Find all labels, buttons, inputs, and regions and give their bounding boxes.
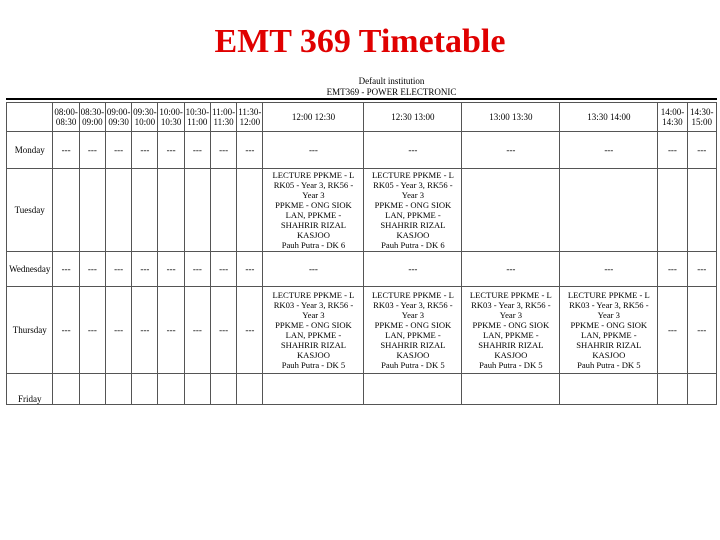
blank-slot [158,169,184,252]
empty-slot: --- [132,252,158,287]
empty-slot: --- [210,287,236,374]
empty-slot: --- [462,252,560,287]
lecture-line: Pauh Putra - DK 6 [381,240,445,250]
empty-slot: --- [364,252,462,287]
lecture-cell [263,169,364,252]
blank-slot [79,374,105,405]
blank-slot [132,374,158,405]
lecture-line: LAN, PPKME - [385,210,441,220]
lecture-line: Pauh Putra - DK 5 [479,360,543,370]
lecture-line: Year 3 [401,190,425,200]
lecture-line: Pauh Putra - DK 6 [281,240,346,250]
blank-slot [658,169,687,252]
empty-slot: --- [210,252,236,287]
blank-slot [237,169,263,252]
lecture-line: KASJOO [592,350,626,360]
empty-slot: --- [53,287,79,374]
time-slot-header: 08:00-08:30 [53,103,79,132]
institution-name: Default institution [358,76,425,86]
day-row-friday [7,374,717,405]
time-slot-header: 14:30-15:00 [687,103,716,132]
blank-slot [184,374,210,405]
time-slot-header: 09:30-10:00 [132,103,158,132]
empty-slot: --- [79,252,105,287]
blank-slot [263,374,364,405]
day-label: Thursday [7,287,53,374]
lecture-line: RK05 - Year 3, RK56 - [273,180,354,190]
blank-slot [658,374,687,405]
lecture-line: KASJOO [396,230,430,240]
blank-slot [237,374,263,405]
lecture-line: Pauh Putra - DK 5 [577,360,641,370]
lecture-line: RK03 - Year 3, RK56 - [471,300,551,310]
blank-slot [53,169,79,252]
empty-slot: --- [263,252,364,287]
blank-slot [560,169,658,252]
blank-slot [158,374,184,405]
lecture-line: LAN, PPKME - [285,210,342,220]
blank-slot [462,169,560,252]
lecture-line: PPKME - ONG SIOK [374,320,452,330]
empty-slot: --- [79,132,105,169]
empty-slot: --- [184,287,210,374]
lecture-line: SHAHRIR RIZAL [280,220,347,230]
empty-slot: --- [105,132,131,169]
empty-slot: --- [132,132,158,169]
lecture-cell [560,287,658,374]
empty-slot: --- [105,287,131,374]
lecture-line: RK03 - Year 3, RK56 - [273,300,354,310]
day-row-thursday [7,287,717,374]
empty-slot: --- [53,132,79,169]
empty-slot: --- [237,132,263,169]
empty-slot: --- [237,252,263,287]
empty-slot: --- [263,132,364,169]
time-slot-header: 11:00-11:30 [210,103,236,132]
empty-slot: --- [158,287,184,374]
empty-slot: --- [658,132,687,169]
lecture-line: LECTURE PPKME - L [272,290,355,300]
empty-slot: --- [158,132,184,169]
empty-slot: --- [560,252,658,287]
timetable-area [6,76,717,406]
blank-slot [105,169,131,252]
lecture-line: SHAHRIR RIZAL [280,340,347,350]
day-label: Friday [7,374,53,405]
slide-title: EMT 369 Timetable [214,23,506,60]
empty-slot: --- [687,252,716,287]
lecture-line: Year 3 [302,190,325,200]
lecture-line: LECTURE PPKME - L [272,170,355,180]
empty-slot: --- [687,287,716,374]
lecture-cell [364,169,462,252]
empty-slot: --- [658,252,687,287]
lecture-line: SHAHRIR RIZAL [478,340,544,350]
lecture-line: LAN, PPKME - [385,330,441,340]
blank-slot [132,169,158,252]
lecture-line: KASJOO [494,350,528,360]
blank-slot [364,374,462,405]
lecture-line: KASJOO [296,350,330,360]
lecture-line: RK05 - Year 3, RK56 - [373,180,453,190]
time-slot-header: 13:30 14:00 [560,103,658,132]
empty-slot: --- [184,252,210,287]
lecture-line: Pauh Putra - DK 5 [281,360,346,370]
lecture-line: Year 3 [597,310,620,320]
day-label: Monday [7,132,53,169]
lecture-line: PPKME - ONG SIOK [275,320,352,330]
lecture-line: LAN, PPKME - [285,330,342,340]
lecture-cell [462,287,560,374]
lecture-line: PPKME - ONG SIOK [472,320,550,330]
empty-slot: --- [687,132,716,169]
empty-slot: --- [560,132,658,169]
empty-slot: --- [462,132,560,169]
lecture-line: PPKME - ONG SIOK [275,200,352,210]
empty-slot: --- [79,287,105,374]
blank-slot [687,374,716,405]
time-slot-header: 12:00 12:30 [263,103,364,132]
lecture-line: LAN, PPKME - [483,330,539,340]
empty-slot: --- [132,287,158,374]
lecture-line: Pauh Putra - DK 5 [381,360,445,370]
time-slot-header: 14:00-14:30 [658,103,687,132]
program-name: EMT369 - POWER ELECTRONIC [6,87,717,100]
day-row-wednesday [7,252,717,287]
lecture-line: Year 3 [302,310,325,320]
lecture-line: Year 3 [499,310,522,320]
lecture-line: PPKME - ONG SIOK [570,320,648,330]
blank-slot [210,169,236,252]
time-slot-header: 13:00 13:30 [462,103,560,132]
header-row [7,103,717,132]
day-row-tuesday [7,169,717,252]
empty-slot: --- [105,252,131,287]
empty-slot: --- [237,287,263,374]
lecture-line: LECTURE PPKME - L [371,290,454,300]
corner-cell [7,103,53,132]
time-slot-header: 10:00-10:30 [158,103,184,132]
lecture-line: KASJOO [296,230,330,240]
blank-slot [53,374,79,405]
empty-slot: --- [364,132,462,169]
time-slot-header: 11:30-12:00 [237,103,263,132]
lecture-line: SHAHRIR RIZAL [380,340,446,350]
lecture-cell [263,287,364,374]
lecture-line: LECTURE PPKME - L [469,290,552,300]
empty-slot: --- [158,252,184,287]
blank-slot [462,374,560,405]
time-slot-header: 08:30-09:00 [79,103,105,132]
time-slot-header: 12:30 13:00 [364,103,462,132]
lecture-line: PPKME - ONG SIOK [374,200,452,210]
empty-slot: --- [658,287,687,374]
timetable-header [6,76,717,102]
day-label: Wednesday [7,252,53,287]
lecture-line: KASJOO [396,350,430,360]
lecture-line: RK03 - Year 3, RK56 - [373,300,453,310]
blank-slot [79,169,105,252]
lecture-line: SHAHRIR RIZAL [576,340,642,350]
lecture-line: SHAHRIR RIZAL [380,220,446,230]
blank-slot [105,374,131,405]
blank-slot [210,374,236,405]
lecture-cell [364,287,462,374]
time-slot-header: 10:30-11:00 [184,103,210,132]
time-slot-header: 09:00-09:30 [105,103,131,132]
lecture-line: Year 3 [401,310,425,320]
blank-slot [687,169,716,252]
blank-slot [184,169,210,252]
day-label: Tuesday [7,169,53,252]
day-row-monday [7,132,717,169]
empty-slot: --- [184,132,210,169]
lecture-line: LAN, PPKME - [581,330,637,340]
empty-slot: --- [210,132,236,169]
blank-slot [560,374,658,405]
lecture-line: LECTURE PPKME - L [567,290,650,300]
empty-slot: --- [53,252,79,287]
lecture-line: LECTURE PPKME - L [371,170,454,180]
timetable-grid [6,102,717,405]
lecture-line: RK03 - Year 3, RK56 - [569,300,649,310]
